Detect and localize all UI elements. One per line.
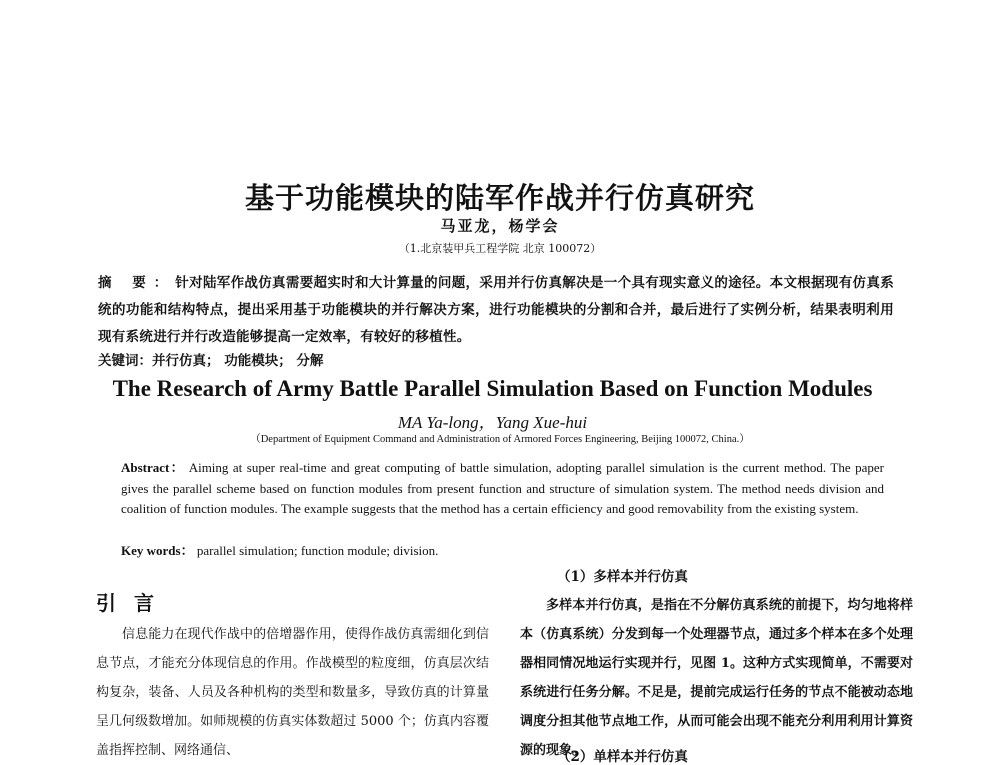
english-abstract-label: Abstract： xyxy=(121,460,185,475)
chinese-keywords xyxy=(98,349,323,369)
chinese-affiliation: （1.北京装甲兵工程学院 北京 100072） xyxy=(398,242,602,255)
section-heading-introduction: 引言 xyxy=(96,591,172,615)
chinese-title: 基于功能模块的陆军作战并行仿真研究 xyxy=(244,181,755,215)
english-authors: MA Ya-long，Yang Xue-hui xyxy=(397,413,588,432)
subheading-single-sample: （2）单样本并行仿真 xyxy=(557,749,688,765)
english-title: The Research of Army Battle Parallel Simulation Based on Function Modules xyxy=(112,376,873,401)
left-column-paragraph: 信息能力在现代作战中的倍增器作用，使得作战仿真需细化到信息节点，才能充分体现信息的作用。作战模型的粒度细，仿真层次结构复杂，装备、人员及各种机构的类型和数量多，导致仿真的计算量呈几何级数增加。如师规模的仿真实体数超过 5000 个；仿真内容覆盖指挥控制、网络通信、 xyxy=(96,627,489,758)
english-abstract xyxy=(121,458,884,520)
chinese-abstract-label: 摘 要： xyxy=(98,275,176,291)
chinese-abstract-text: 针对陆军作战仿真需要超实时和大计算量的问题，采用并行仿真解决是一个具有现实意义的途径。本文根据现有仿真系统的功能和结构特点，提出采用基于功能模块的并行解决方案，进行功能模块的分割和合并，最后进行了实例分析，结果表明利用现有系统进行并行改造能够提高一定效率，有较好的移植性。 xyxy=(98,275,894,345)
chinese-keywords-label: 关键词： xyxy=(98,353,152,369)
english-abstract-text: Aiming at super real-time and great computing of battle simulation, adopting parallel simulation is the current method. The paper gives the parallel scheme based on function modules from present function and structure of simulation system. The method needs division and coalition of function modules. The example suggests that the method has a certain efficiency and good removability from the existing system. xyxy=(121,460,884,516)
right-column-paragraph: 多样本并行仿真，是指在不分解仿真系统的前提下，均匀地将样本（仿真系统）分发到每一个处理器节点，通过多个样本在多个处理器相同情况地运行实现并行，见图 1。这种方式实现简单，不需要对系统进行任务分解。不足是，提前完成运行任务的节点不能被动态地调度分担其他节点地工作，从而可能会出现不能充分利用利用计算资源的现象。 xyxy=(520,598,913,758)
english-keywords xyxy=(121,540,438,559)
english-keywords-label: Key words： xyxy=(121,543,194,558)
subheading-multi-sample: （1）多样本并行仿真 xyxy=(557,569,688,585)
english-affiliation: （Department of Equipment Command and Administration of Armored Forces Engineering, Beijing 100072, China.） xyxy=(250,434,750,445)
chinese-authors: 马亚龙，杨学会 xyxy=(440,217,560,235)
chinese-keywords-text: 并行仿真； 功能模块； 分解 xyxy=(152,353,324,369)
chinese-abstract xyxy=(98,270,894,351)
english-keywords-text: parallel simulation; function module; division. xyxy=(196,543,439,558)
